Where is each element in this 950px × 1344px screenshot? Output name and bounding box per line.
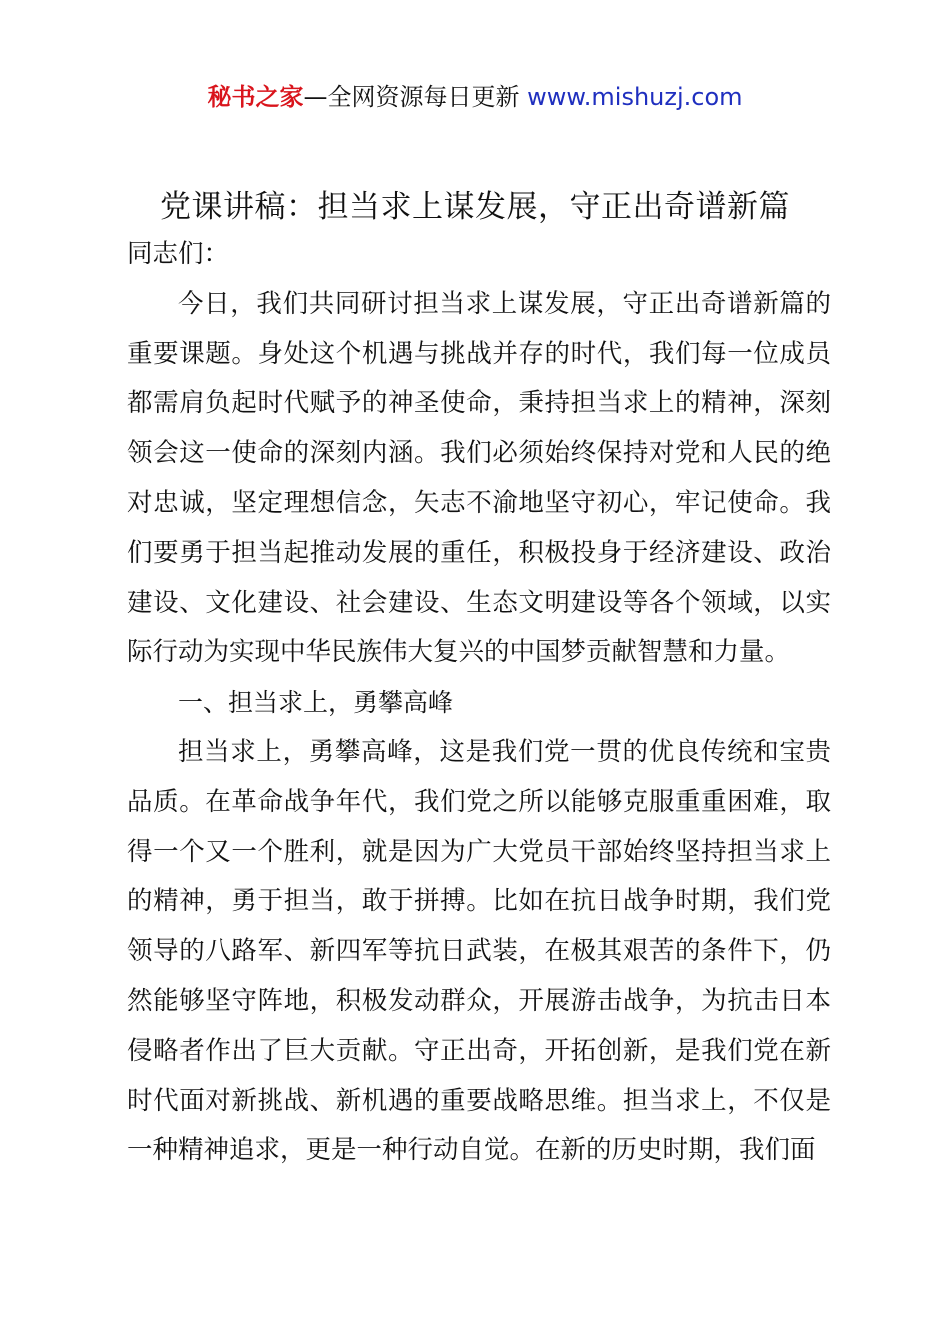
site-header — [0, 80, 950, 114]
paragraph-intro: 今日，我们共同研讨担当求上谋发展，守正出奇谱新篇的重要课题。身处这个机遇与挑战并存的时代，我们每一位成员都需肩负起时代赋予的神圣使命，秉持担当求上的精神，深刻领会这一使命的深刻内涵。我们必须始终保持对党和人民的绝对忠诚，坚定理想信念，矢志不渝地坚守初心，牢记使命。我们要勇于担当起推动发展的重任，积极投身于经济建设、政治建设、文化建设、社会建设、生态文明建设等各个领域，以实际行动为实现中华民族伟大复兴的中国梦贡献智慧和力量。 — [127, 288, 831, 668]
site-url-link[interactable]: www.mishuzj.com — [527, 83, 743, 111]
site-tagline: —全网资源每日更新 — [303, 83, 520, 111]
document-title: 党课讲稿：担当求上谋发展，守正出奇谱新篇 — [160, 189, 790, 225]
salutation: 同志们： — [127, 239, 230, 269]
document-body — [127, 230, 831, 1176]
section-heading: 一、担当求上，勇攀高峰 — [178, 688, 454, 718]
paragraph-section-one: 担当求上，勇攀高峰，这是我们党一贯的优良传统和宝贵品质。在革命战争年代，我们党之所以能够克服重重困难，取得一个又一个胜利，就是因为广大党员干部始终坚持担当求上的精神，勇于担当，敢于拼搏。比如在抗日战争时期，我们党领导的八路军、新四军等抗日武装，在极其艰苦的条件下，仍然能够坚守阵地，积极发动群众，开展游击战争，为抗击日本侵略者作出了巨大贡献。守正出奇，开拓创新，是我们党在新时代面对新挑战、新机遇的重要战略思维。担当求上，不仅是一种精神追求，更是一种行动自觉。在新的历史时期，我们面 — [127, 736, 831, 1166]
brand-name[interactable]: 秘书之家 — [207, 83, 304, 111]
